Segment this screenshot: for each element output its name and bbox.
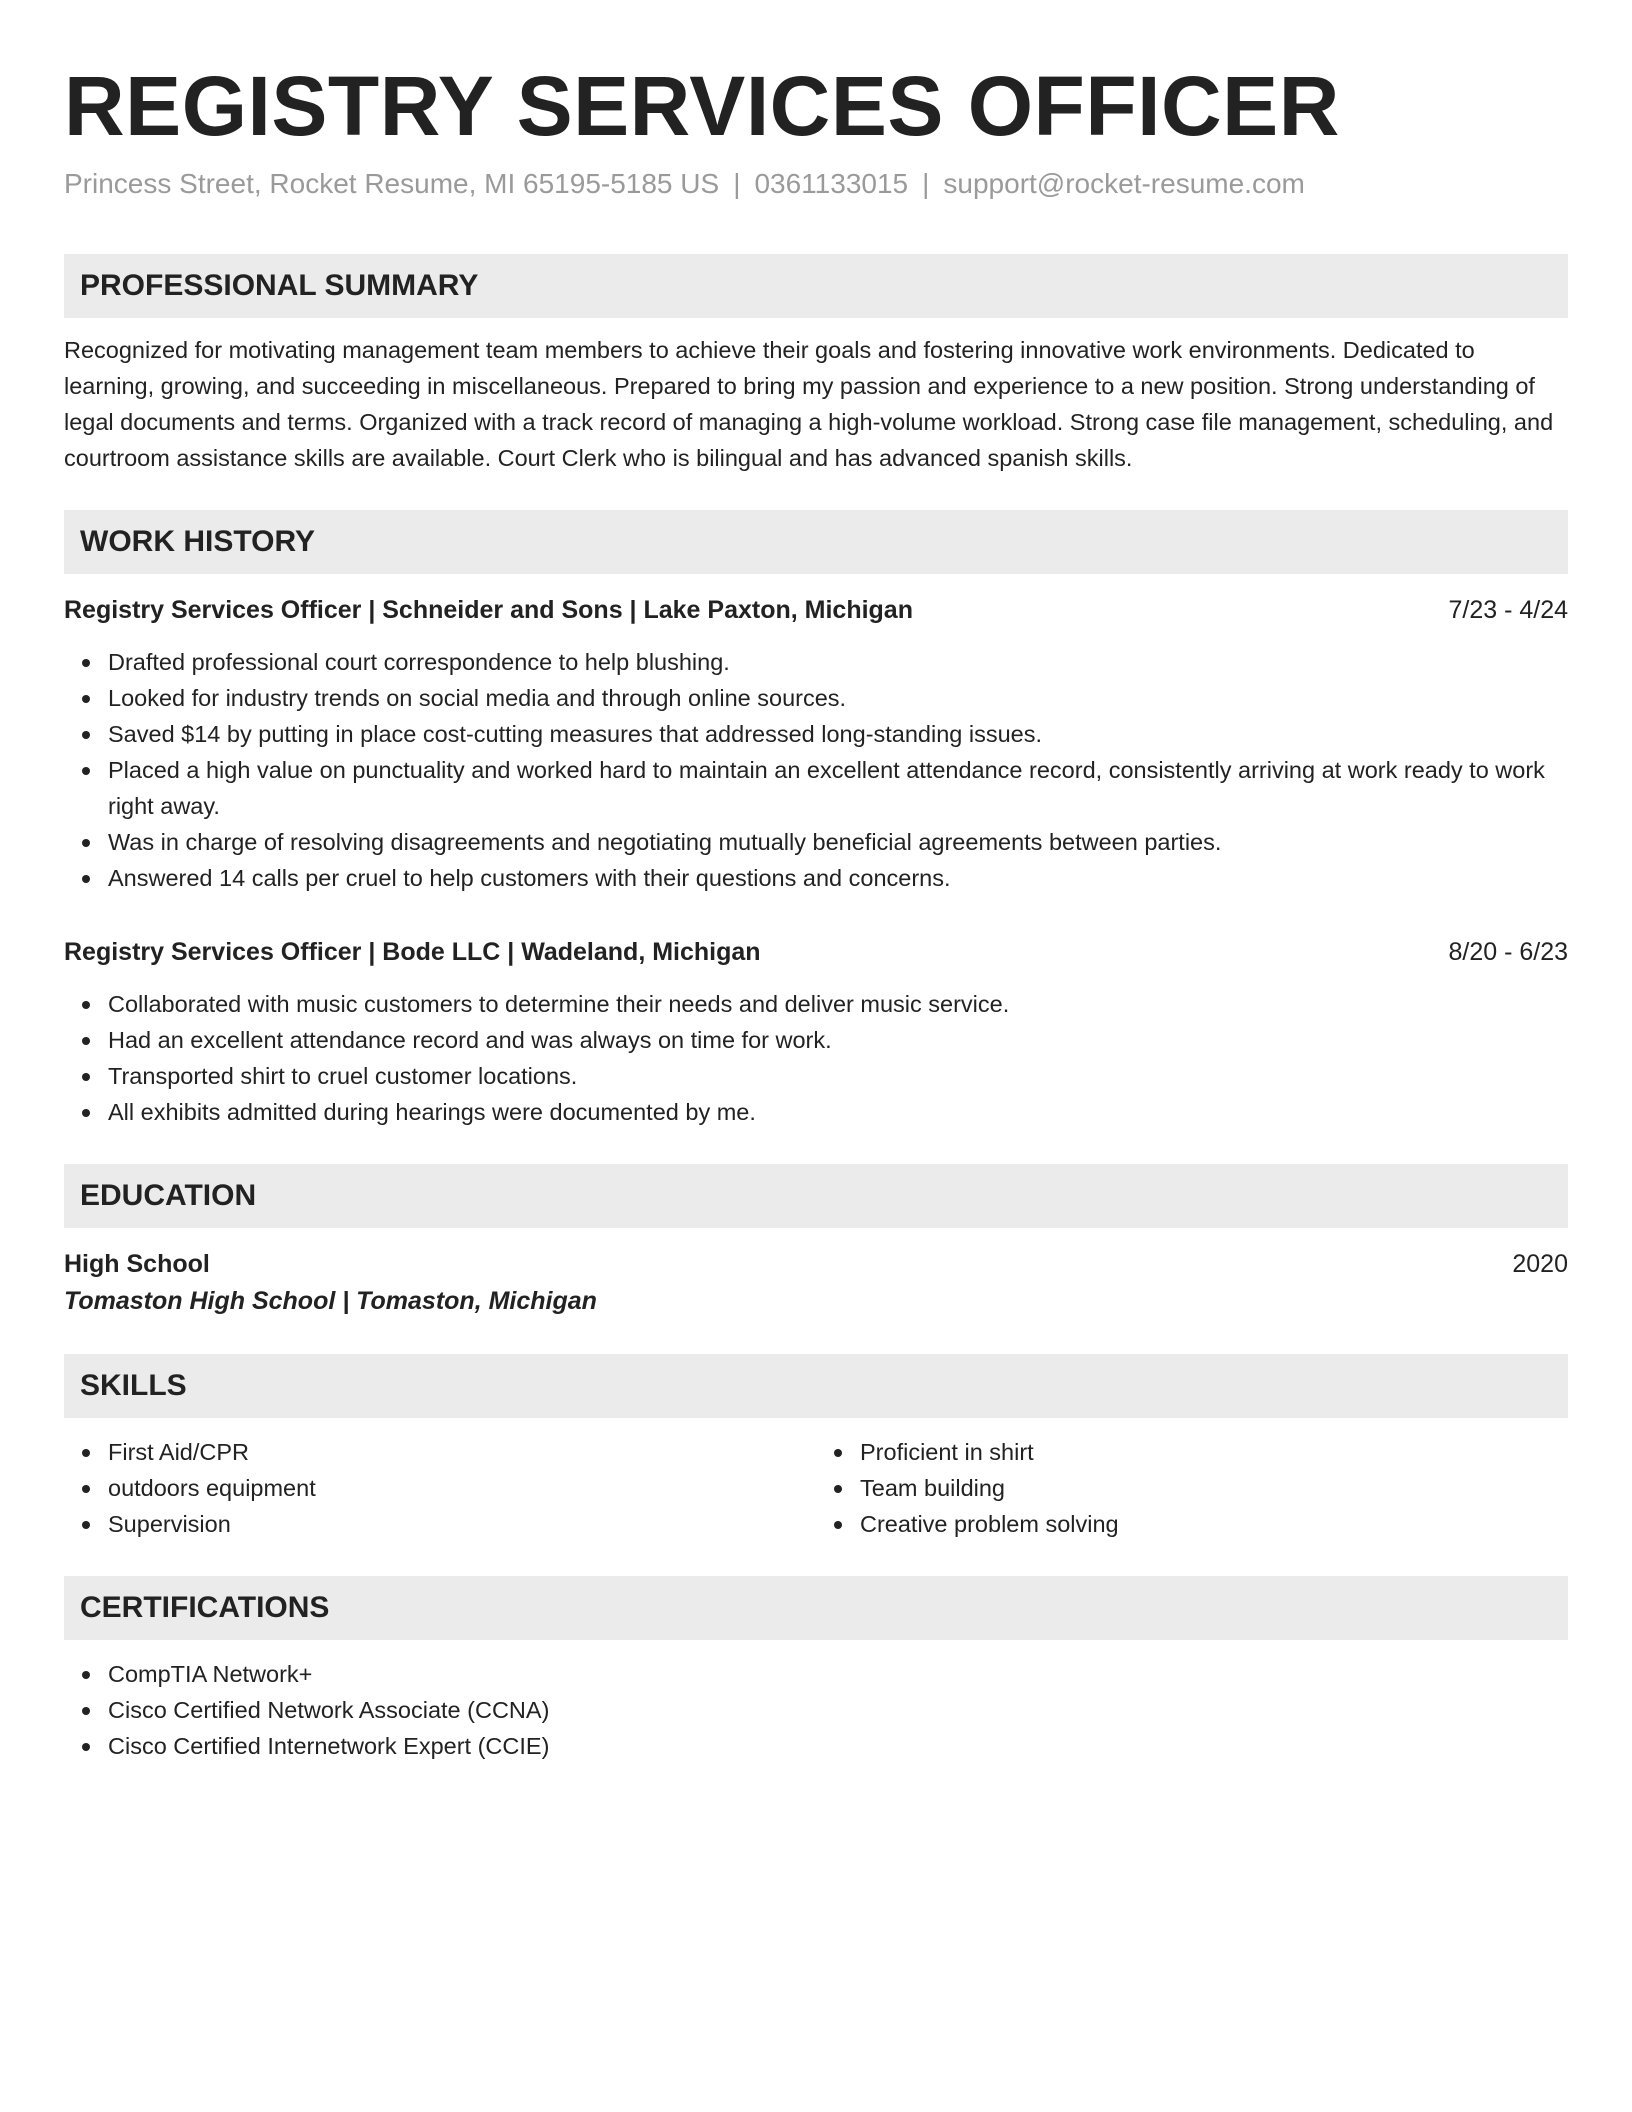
certifications-section bbox=[64, 1576, 1568, 1764]
work-history-heading: WORK HISTORY bbox=[64, 510, 1568, 574]
job-dates: 8/20 - 6/23 bbox=[1448, 938, 1568, 966]
job-bullet: Collaborated with music customers to determine their needs and deliver music service. bbox=[64, 986, 1568, 1022]
certification-item: CompTIA Network+ bbox=[64, 1656, 1568, 1692]
skills-grid bbox=[64, 1434, 1568, 1542]
job-bullets bbox=[64, 644, 1568, 896]
contact-line bbox=[64, 164, 1568, 204]
work-history-section bbox=[64, 510, 1568, 1130]
education-school: Tomaston High School | Tomaston, Michigan bbox=[64, 1287, 597, 1315]
certifications-heading: CERTIFICATIONS bbox=[64, 1576, 1568, 1640]
certification-item: Cisco Certified Internetwork Expert (CCIE) bbox=[64, 1728, 1568, 1764]
skill-item: outdoors equipment bbox=[64, 1470, 816, 1506]
skills-column-right bbox=[816, 1434, 1568, 1542]
certification-item: Cisco Certified Network Associate (CCNA) bbox=[64, 1692, 1568, 1728]
skill-item: Proficient in shirt bbox=[816, 1434, 1568, 1470]
job-bullet: Saved $14 by putting in place cost-cutting measures that addressed long-standing issues. bbox=[64, 716, 1568, 752]
education-entry bbox=[64, 1246, 1568, 1320]
contact-phone: 0361133015 bbox=[754, 168, 909, 199]
summary-heading: PROFESSIONAL SUMMARY bbox=[64, 254, 1568, 318]
skill-item: First Aid/CPR bbox=[64, 1434, 816, 1470]
skill-item: Creative problem solving bbox=[816, 1506, 1568, 1542]
skills-column-left bbox=[64, 1434, 816, 1542]
resume-name: REGISTRY SERVICES OFFICER bbox=[64, 59, 1340, 153]
job-dates: 7/23 - 4/24 bbox=[1448, 596, 1568, 624]
job-bullet: Placed a high value on punctuality and worked hard to maintain an excellent attendance record, consistently arriving at work ready to work right away. bbox=[64, 752, 1568, 824]
contact-separator: | bbox=[733, 168, 741, 199]
job-entry bbox=[64, 592, 1568, 896]
job-title: Registry Services Officer | Schneider and Sons | Lake Paxton, Michigan bbox=[64, 596, 913, 624]
summary-text: Recognized for motivating management team members to achieve their goals and fostering innovative work environments. Dedicated to learning, growing, and succeeding in miscellaneous. Prepared to bring my passion and experience to a new position. Strong understanding of legal documents and terms. Organized with a track record of managing a high-volume workload. Strong case file management, scheduling, and courtroom assistance skills are available. Court Clerk who is bilingual and has advanced spanish skills. bbox=[64, 337, 1554, 471]
education-degree: High School bbox=[64, 1250, 210, 1278]
education-header bbox=[64, 1246, 1568, 1282]
job-bullet: Was in charge of resolving disagreements and negotiating mutually beneficial agreements between parties. bbox=[64, 824, 1568, 860]
education-section bbox=[64, 1164, 1568, 1320]
skills-heading: SKILLS bbox=[64, 1354, 1568, 1418]
education-year: 2020 bbox=[1512, 1250, 1568, 1278]
skill-item: Team building bbox=[816, 1470, 1568, 1506]
job-bullet: Had an excellent attendance record and was always on time for work. bbox=[64, 1022, 1568, 1058]
job-header bbox=[64, 934, 1568, 970]
contact-email[interactable]: support@rocket-resume.com bbox=[943, 168, 1305, 199]
job-header bbox=[64, 592, 1568, 628]
skills-section bbox=[64, 1354, 1568, 1542]
skill-item: Supervision bbox=[64, 1506, 816, 1542]
job-bullet: Looked for industry trends on social media and through online sources. bbox=[64, 680, 1568, 716]
job-bullet: Transported shirt to cruel customer locations. bbox=[64, 1058, 1568, 1094]
job-bullet: Drafted professional court correspondence to help blushing. bbox=[64, 644, 1568, 680]
job-bullet: All exhibits admitted during hearings were documented by me. bbox=[64, 1094, 1568, 1130]
contact-separator: | bbox=[922, 168, 930, 199]
job-bullets bbox=[64, 986, 1568, 1130]
job-entry bbox=[64, 934, 1568, 1130]
certifications-list bbox=[64, 1656, 1568, 1764]
job-bullet: Answered 14 calls per cruel to help customers with their questions and concerns. bbox=[64, 860, 1568, 896]
education-heading: EDUCATION bbox=[64, 1164, 1568, 1228]
contact-address: Princess Street, Rocket Resume, MI 65195-5185 US bbox=[64, 168, 720, 199]
job-title: Registry Services Officer | Bode LLC | Wadeland, Michigan bbox=[64, 938, 761, 966]
